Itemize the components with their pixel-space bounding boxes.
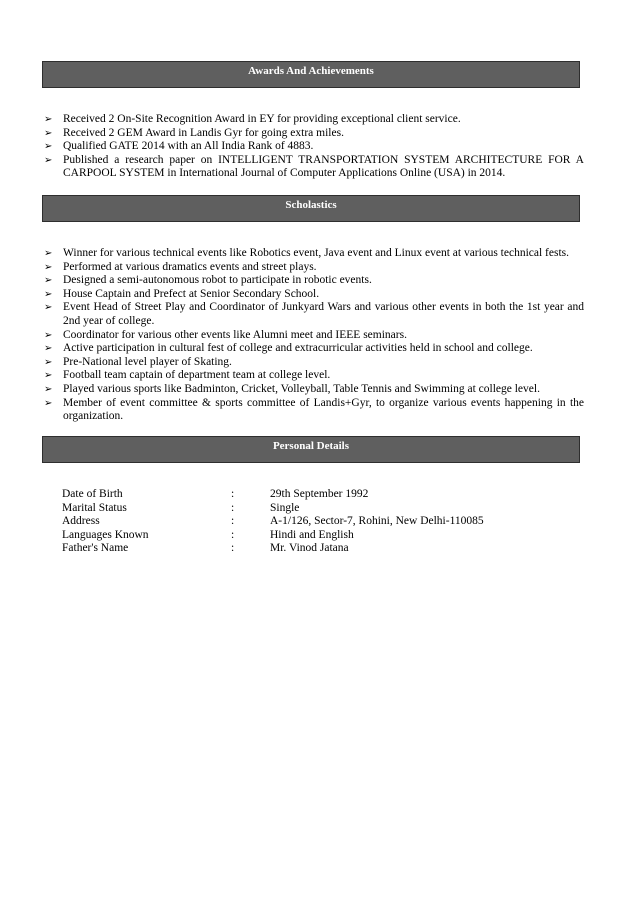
detail-separator: : <box>231 515 235 528</box>
personal-details-section-header <box>42 436 580 463</box>
detail-value: Hindi and English <box>270 528 354 541</box>
arrow-bullet-icon: ➢ <box>44 397 53 409</box>
detail-separator: : <box>231 528 235 541</box>
detail-label: Father's Name <box>62 542 129 555</box>
arrow-bullet-icon: ➢ <box>44 370 53 382</box>
list-item: ➢ Designed a semi-autonomous robot to participate in robotic events. <box>44 274 372 287</box>
detail-row-fathers-name <box>62 542 582 556</box>
detail-row-languages-known <box>62 529 582 543</box>
arrow-bullet-icon: ➢ <box>44 261 53 273</box>
detail-value: Mr. Vinod Jatana <box>270 542 349 555</box>
arrow-bullet-icon: ➢ <box>44 275 53 287</box>
arrow-bullet-icon: ➢ <box>44 383 53 395</box>
detail-row-date-of-birth <box>62 488 582 502</box>
arrow-bullet-icon: ➢ <box>44 248 53 259</box>
list-item: ➢ Played various sports like Badminton, Cricket, Volleyball, Table Tennis and Swimming at college level. <box>44 382 540 395</box>
arrow-bullet-icon: ➢ <box>44 343 53 355</box>
awards-list <box>44 113 584 181</box>
personal-details-section-title: Personal Details <box>272 440 350 452</box>
detail-value: A-1/126, Sector-7, Rohini, New Delhi-110085 <box>270 515 484 528</box>
awards-section-title: Awards And Achievements <box>248 65 374 77</box>
scholastics-section-header <box>42 195 580 222</box>
detail-label: Marital Status <box>62 501 127 514</box>
detail-label: Languages Known <box>62 528 149 541</box>
detail-value: 29th September 1992 <box>270 488 369 500</box>
arrow-bullet-icon: ➢ <box>44 288 53 300</box>
arrow-bullet-icon: ➢ <box>44 329 53 341</box>
list-item: ➢ Winner for various technical events like Robotics event, Java event and Linux event at various technical fests. <box>44 247 570 259</box>
list-item: ➢ Event Head of Street Play and Coordinator of Junkyard Wars and various other events in both the 1st year and 2nd year of college. <box>44 301 584 327</box>
list-item: ➢ Football team captain of department team at college level. <box>44 369 331 382</box>
arrow-bullet-icon: ➢ <box>44 154 53 166</box>
detail-row-address <box>62 515 582 529</box>
list-item: ➢ Member of event committee & sports committee of Landis+Gyr, to organize various events happening in the organization. <box>44 396 584 423</box>
list-item: ➢ House Captain and Prefect at Senior Secondary School. <box>44 287 320 300</box>
detail-label: Address <box>62 515 100 528</box>
personal-details-table <box>62 488 582 556</box>
arrow-bullet-icon: ➢ <box>44 114 53 125</box>
list-item: ➢ Active participation in cultural fest of college and extracurricular activities held in school and college. <box>44 342 533 355</box>
detail-label: Date of Birth <box>62 488 123 500</box>
list-item: ➢ Qualified GATE 2014 with an All India Rank of 4883. <box>44 140 314 153</box>
list-item: ➢ Pre-National level player of Skating. <box>44 355 232 368</box>
arrow-bullet-icon: ➢ <box>44 356 53 368</box>
scholastics-list <box>44 247 584 424</box>
detail-separator: : <box>231 542 235 555</box>
detail-separator: : <box>231 501 235 514</box>
list-item: ➢ Received 2 GEM Award in Landis Gyr for going extra miles. <box>44 126 344 139</box>
scholastics-section-title: Scholastics <box>285 199 337 211</box>
list-item: ➢ Coordinator for various other events like Alumni meet and IEEE seminars. <box>44 328 407 341</box>
list-item: ➢ Performed at various dramatics events and street plays. <box>44 260 317 273</box>
detail-row-marital-status <box>62 502 582 516</box>
arrow-bullet-icon: ➢ <box>44 141 53 153</box>
arrow-bullet-icon: ➢ <box>44 302 53 314</box>
detail-separator: : <box>231 488 235 500</box>
list-item: ➢ Received 2 On-Site Recognition Award in EY for providing exceptional client service. <box>44 113 461 125</box>
detail-value: Single <box>270 501 300 514</box>
list-item: ➢ Published a research paper on INTELLIGENT TRANSPORTATION SYSTEM ARCHITECTURE FOR A CARPOOL SYSTEM in International Journal of Computer Applications Online (USA) in 2014. <box>44 153 584 180</box>
awards-section-header <box>42 61 580 88</box>
arrow-bullet-icon: ➢ <box>44 127 53 139</box>
